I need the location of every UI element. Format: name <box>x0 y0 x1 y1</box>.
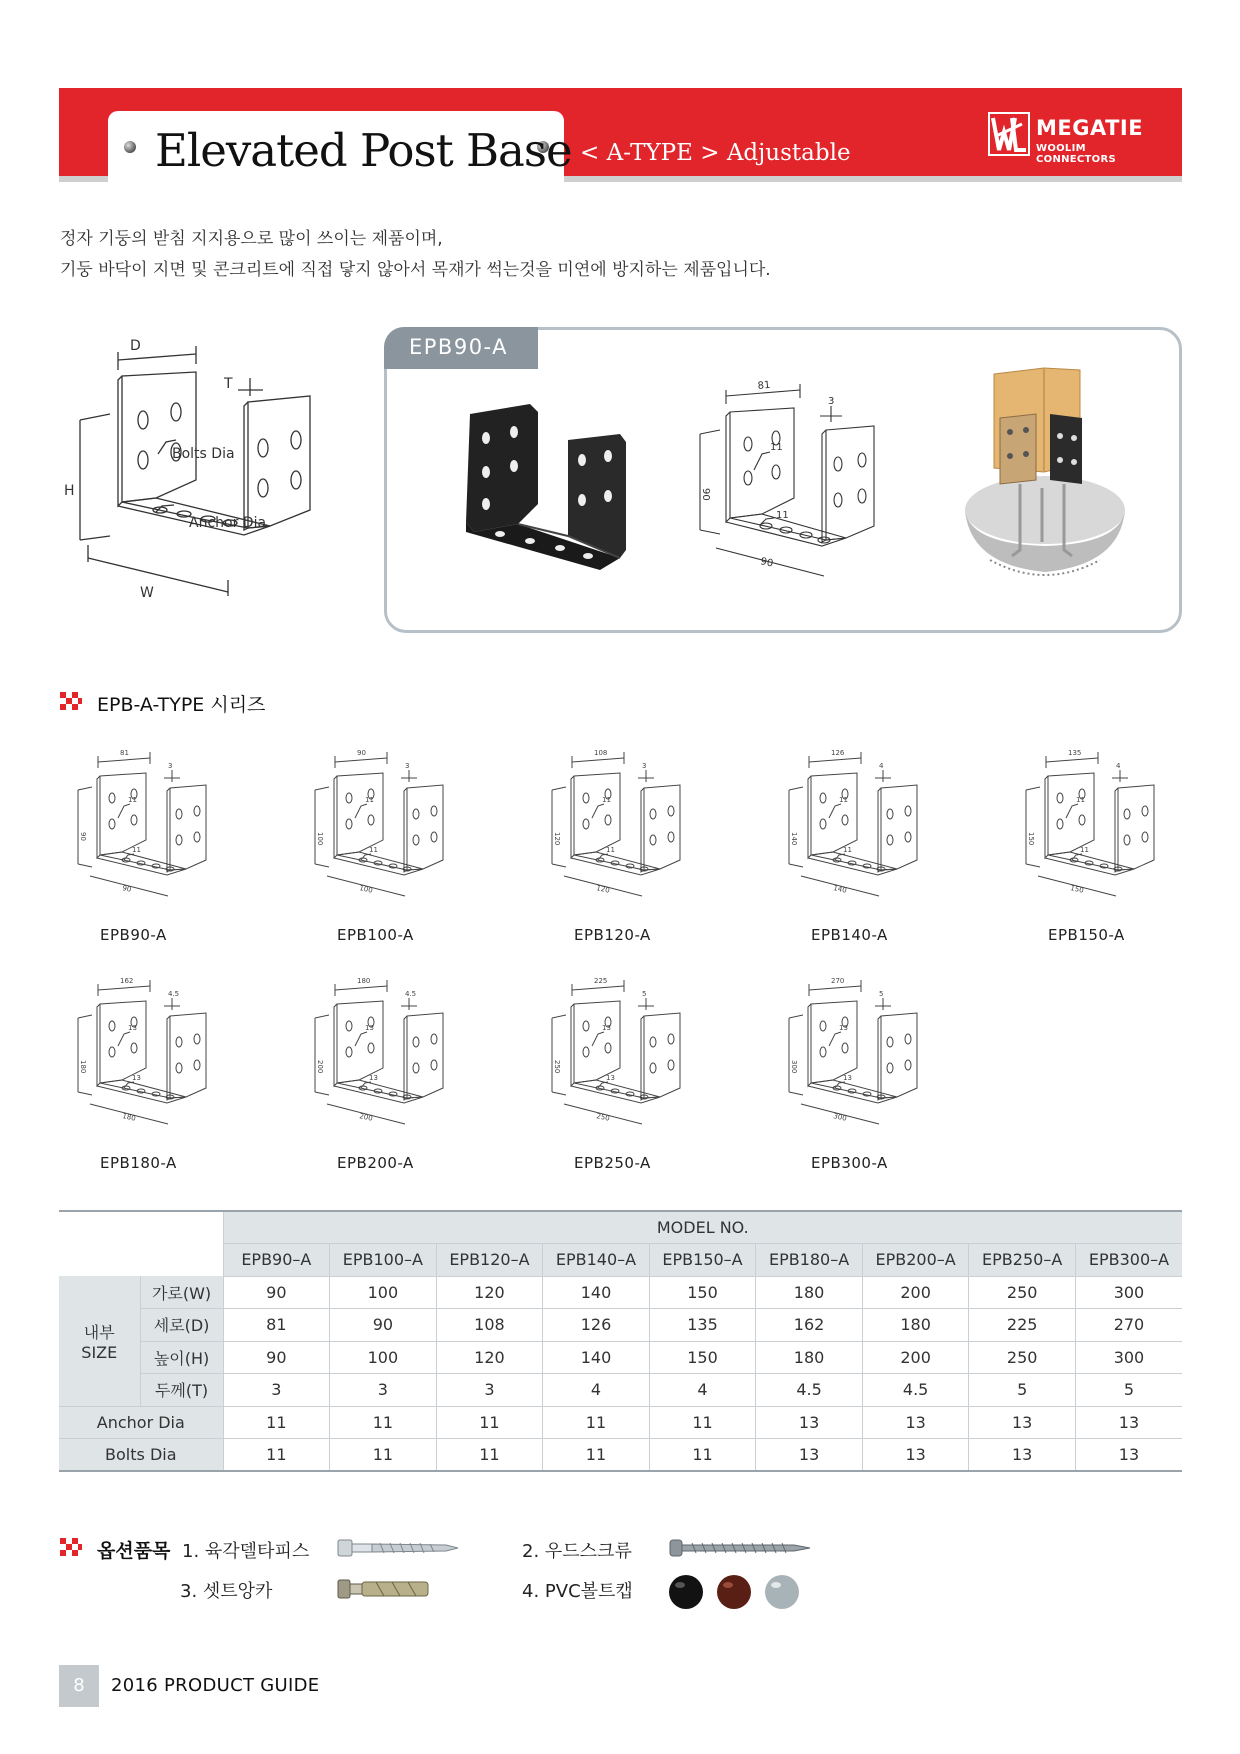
series-width-label: 120 <box>595 884 611 895</box>
series-item <box>771 748 961 948</box>
series-diagram <box>544 748 694 903</box>
table-cell: 11 <box>649 1406 756 1439</box>
table-cell: 100 <box>330 1341 437 1374</box>
series-anchor-label: 11 <box>132 846 141 854</box>
dimension-diagram <box>58 330 348 610</box>
series-depth-label: 180 <box>357 977 371 985</box>
series-model-label: EPB90-A <box>100 926 167 944</box>
model-cell: EPB120–A <box>436 1244 543 1277</box>
table-cell: 13 <box>756 1406 863 1439</box>
table-cell: 13 <box>969 1439 1076 1472</box>
model-cell: EPB90–A <box>223 1244 330 1277</box>
series-anchor-label: 13 <box>369 1074 378 1082</box>
table-row <box>59 1406 1182 1439</box>
series-width-label: 200 <box>358 1112 374 1123</box>
series-bolt-label: 13 <box>365 1024 374 1032</box>
table-cell: 225 <box>969 1309 1076 1342</box>
table-cell: 4 <box>649 1374 756 1407</box>
series-section-title: EPB-A-TYPE 시리즈 <box>97 694 266 716</box>
table-cell: 81 <box>223 1309 330 1342</box>
series-depth-label: 225 <box>594 977 608 985</box>
series-bolt-label: 11 <box>128 796 137 804</box>
title-bullet-icon <box>124 141 136 153</box>
series-height-label: 300 <box>790 1060 798 1074</box>
model-cell: EPB200–A <box>862 1244 969 1277</box>
table-cell: 100 <box>330 1276 437 1309</box>
table-cell: 11 <box>330 1439 437 1472</box>
series-depth-label: 108 <box>594 749 608 757</box>
series-model-label: EPB180-A <box>100 1154 177 1172</box>
table-cell: 11 <box>330 1406 437 1439</box>
wood-screw-icon <box>668 1534 812 1562</box>
checker-icon <box>60 1538 82 1560</box>
series-anchor-label: 13 <box>132 1074 141 1082</box>
page-number: 8 <box>59 1665 99 1707</box>
feature-depth-label: 81 <box>757 379 771 392</box>
row-label: Bolts Dia <box>59 1439 223 1472</box>
series-thickness-label: 3 <box>168 762 173 770</box>
series-depth-label: 162 <box>120 977 134 985</box>
table-cell: 5 <box>1075 1374 1182 1407</box>
series-depth-label: 126 <box>831 749 845 757</box>
feature-bolt-label: 11 <box>770 442 783 453</box>
size-group-line: SIZE <box>81 1342 118 1362</box>
table-cell: 4.5 <box>756 1374 863 1407</box>
spec-table <box>59 1210 1182 1472</box>
series-item <box>534 748 724 948</box>
row-label: 가로(W) <box>140 1276 223 1309</box>
page-title: Elevated Post Base <box>155 124 572 177</box>
series-anchor-label: 11 <box>369 846 378 854</box>
feature-anchor-label: 11 <box>776 510 789 521</box>
row-label: 세로(D) <box>140 1309 223 1342</box>
table-cell: 3 <box>223 1374 330 1407</box>
page-subtitle: < A-TYPE > Adjustable <box>580 140 851 166</box>
table-cell: 4.5 <box>862 1374 969 1407</box>
table-cell: 3 <box>330 1374 437 1407</box>
label-bolts-dia: Bolts Dia <box>172 446 235 462</box>
table-cell: 300 <box>1075 1276 1182 1309</box>
series-height-label: 140 <box>790 832 798 846</box>
size-group-label <box>59 1276 140 1406</box>
series-bolt-label: 13 <box>602 1024 611 1032</box>
table-cell: 300 <box>1075 1341 1182 1374</box>
model-row <box>59 1244 1182 1277</box>
series-width-label: 90 <box>121 884 132 894</box>
series-height-label: 120 <box>553 832 561 846</box>
series-bolt-label: 11 <box>1076 796 1085 804</box>
table-cell: 250 <box>969 1341 1076 1374</box>
row-label: 두께(T) <box>140 1374 223 1407</box>
series-diagram <box>781 976 931 1131</box>
series-item <box>534 976 724 1176</box>
label-anchor-dia: Anchor Dia <box>189 515 267 531</box>
series-bolt-label: 13 <box>128 1024 137 1032</box>
series-diagram <box>307 748 457 903</box>
table-cell: 13 <box>1075 1406 1182 1439</box>
series-width-label: 300 <box>832 1112 848 1123</box>
series-bolt-label: 13 <box>839 1024 848 1032</box>
table-cell: 150 <box>649 1341 756 1374</box>
series-width-label: 140 <box>832 884 848 895</box>
brand-sub: WOOLIM CONNECTORS <box>1036 143 1116 165</box>
feature-thickness-label: 3 <box>828 396 835 407</box>
intro-text <box>60 224 771 286</box>
pvc-bolt-cap-icon <box>666 1572 806 1612</box>
series-item <box>771 976 961 1176</box>
model-cell: EPB150–A <box>649 1244 756 1277</box>
series-height-label: 150 <box>1027 832 1035 846</box>
series-item <box>297 748 487 948</box>
table-cell: 270 <box>1075 1309 1182 1342</box>
feature-height-label: 90 <box>700 488 711 501</box>
table-cell: 108 <box>436 1309 543 1342</box>
model-cell: EPB140–A <box>543 1244 650 1277</box>
footer-guide: 2016 PRODUCT GUIDE <box>111 1675 320 1696</box>
row-label: 높이(H) <box>140 1341 223 1374</box>
series-depth-label: 90 <box>357 749 366 757</box>
panel-model-tab: EPB90-A <box>384 327 538 369</box>
feature-dimension-diagram <box>690 378 900 583</box>
option-item: 1. 육각델타피스 <box>182 1541 310 1562</box>
series-width-label: 100 <box>358 884 374 895</box>
table-cell: 120 <box>436 1341 543 1374</box>
table-cell: 180 <box>862 1309 969 1342</box>
table-cell: 126 <box>543 1309 650 1342</box>
series-model-label: EPB200-A <box>337 1154 414 1172</box>
table-row <box>59 1309 1182 1342</box>
series-diagram <box>70 976 220 1131</box>
table-cell: 11 <box>436 1406 543 1439</box>
series-width-label: 250 <box>595 1112 611 1123</box>
series-diagram <box>70 748 220 903</box>
row-label: Anchor Dia <box>59 1406 223 1439</box>
table-corner <box>59 1211 223 1276</box>
series-bolt-label: 11 <box>839 796 848 804</box>
series-diagram <box>544 976 694 1131</box>
series-anchor-label: 13 <box>606 1074 615 1082</box>
series-item <box>297 976 487 1176</box>
series-thickness-label: 3 <box>405 762 410 770</box>
table-cell: 180 <box>756 1276 863 1309</box>
series-width-label: 180 <box>121 1112 137 1123</box>
option-item: 3. 셋트앙카 <box>180 1581 273 1602</box>
series-bolt-label: 11 <box>602 796 611 804</box>
series-thickness-label: 5 <box>879 990 884 998</box>
series-anchor-label: 11 <box>1080 846 1089 854</box>
option-item: 2. 우드스크류 <box>522 1541 632 1562</box>
series-width-label: 150 <box>1069 884 1085 895</box>
series-thickness-label: 5 <box>642 990 647 998</box>
table-cell: 90 <box>330 1309 437 1342</box>
table-cell: 90 <box>223 1341 330 1374</box>
series-height-label: 180 <box>79 1060 87 1074</box>
brand-name: MEGATIE <box>1036 116 1144 140</box>
brand-logo <box>988 110 1163 165</box>
series-anchor-label: 11 <box>843 846 852 854</box>
table-cell: 250 <box>969 1276 1076 1309</box>
hex-screw-icon <box>336 1534 460 1562</box>
table-cell: 4 <box>543 1374 650 1407</box>
table-cell: 13 <box>862 1439 969 1472</box>
series-bolt-label: 11 <box>365 796 374 804</box>
table-cell: 180 <box>756 1341 863 1374</box>
series-diagram <box>1018 748 1168 903</box>
table-cell: 11 <box>543 1439 650 1472</box>
model-cell: EPB250–A <box>969 1244 1076 1277</box>
table-cell: 13 <box>1075 1439 1182 1472</box>
series-depth-label: 135 <box>1068 749 1082 757</box>
series-grid <box>60 748 1180 1188</box>
table-cell: 140 <box>543 1276 650 1309</box>
series-model-label: EPB140-A <box>811 926 888 944</box>
table-cell: 11 <box>436 1439 543 1472</box>
model-header: MODEL NO. <box>223 1211 1182 1244</box>
label-t: T <box>224 376 233 392</box>
table-cell: 11 <box>543 1406 650 1439</box>
brand-mark-icon <box>988 110 1030 158</box>
product-photo-black-bracket <box>460 400 630 575</box>
table-cell: 3 <box>436 1374 543 1407</box>
series-diagram <box>307 976 457 1131</box>
series-height-label: 200 <box>316 1060 324 1074</box>
table-cell: 13 <box>756 1439 863 1472</box>
feature-width-label: 90 <box>759 556 775 570</box>
table-row <box>59 1276 1182 1309</box>
checker-icon <box>60 692 82 714</box>
table-cell: 11 <box>649 1439 756 1472</box>
series-model-label: EPB300-A <box>811 1154 888 1172</box>
table-cell: 120 <box>436 1276 543 1309</box>
intro-line: 기둥 바닥이 지면 및 콘크리트에 직접 닿지 않아서 목재가 썩는것을 미연에 방지하는 제품입니다. <box>60 260 771 280</box>
model-cell: EPB100–A <box>330 1244 437 1277</box>
series-diagram <box>781 748 931 903</box>
label-d: D <box>130 338 141 354</box>
series-model-label: EPB120-A <box>574 926 651 944</box>
series-model-label: EPB100-A <box>337 926 414 944</box>
series-model-label: EPB250-A <box>574 1154 651 1172</box>
table-cell: 140 <box>543 1341 650 1374</box>
table-row <box>59 1439 1182 1472</box>
series-item <box>1008 748 1198 948</box>
series-item <box>60 748 250 948</box>
intro-line: 정자 기둥의 받침 지지용으로 많이 쓰이는 제품이며, <box>60 229 443 249</box>
table-cell: 11 <box>223 1406 330 1439</box>
table-cell: 200 <box>862 1276 969 1309</box>
option-item: 4. PVC볼트캡 <box>522 1581 633 1602</box>
table-row <box>59 1341 1182 1374</box>
label-w: W <box>140 585 154 601</box>
model-cell: EPB180–A <box>756 1244 863 1277</box>
series-height-label: 90 <box>79 832 87 841</box>
series-thickness-label: 4 <box>1116 762 1121 770</box>
table-cell: 5 <box>969 1374 1076 1407</box>
label-h: H <box>64 483 75 499</box>
table-cell: 200 <box>862 1341 969 1374</box>
table-cell: 11 <box>223 1439 330 1472</box>
series-item <box>60 976 250 1176</box>
table-cell: 13 <box>862 1406 969 1439</box>
table-cell: 150 <box>649 1276 756 1309</box>
set-anchor-icon <box>336 1576 432 1602</box>
table-row <box>59 1374 1182 1407</box>
series-depth-label: 81 <box>120 749 129 757</box>
table-cell: 90 <box>223 1276 330 1309</box>
series-height-label: 100 <box>316 832 324 846</box>
series-anchor-label: 13 <box>843 1074 852 1082</box>
series-thickness-label: 4.5 <box>405 990 417 998</box>
table-cell: 13 <box>969 1406 1076 1439</box>
series-thickness-label: 4 <box>879 762 884 770</box>
series-model-label: EPB150-A <box>1048 926 1125 944</box>
series-thickness-label: 3 <box>642 762 647 770</box>
series-depth-label: 270 <box>831 977 845 985</box>
model-cell: EPB300–A <box>1075 1244 1182 1277</box>
series-height-label: 250 <box>553 1060 561 1074</box>
series-anchor-label: 11 <box>606 846 615 854</box>
series-thickness-label: 4.5 <box>168 990 180 998</box>
table-cell: 135 <box>649 1309 756 1342</box>
size-group-line: 내부 <box>83 1322 115 1342</box>
options-title: 옵션품목 <box>97 1540 171 1562</box>
product-photo-installed <box>960 360 1130 590</box>
table-cell: 162 <box>756 1309 863 1342</box>
